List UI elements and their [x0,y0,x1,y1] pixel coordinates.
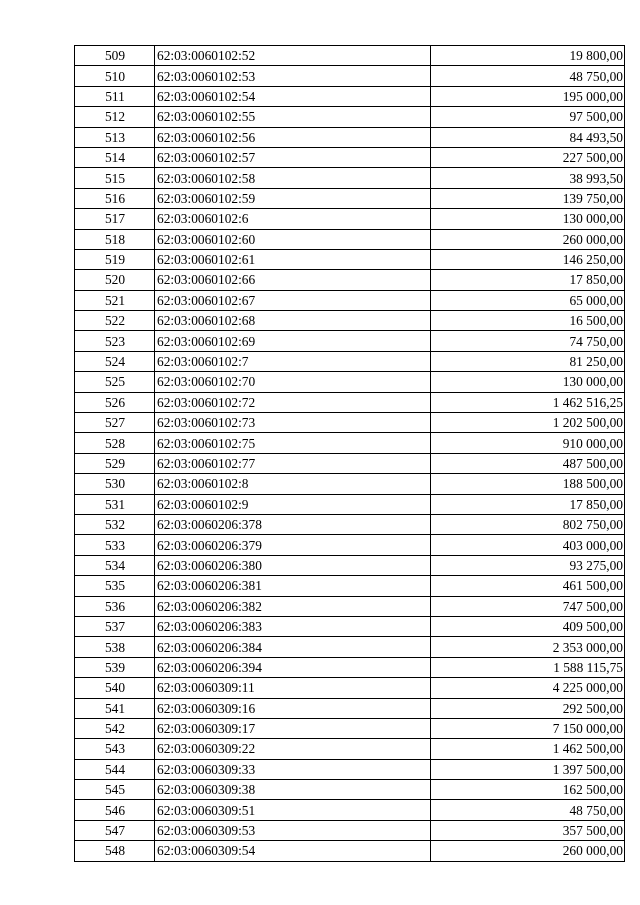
row-number-cell: 533 [75,535,155,555]
cadastral-value-cell: 84 493,50 [431,127,625,147]
table-row [75,780,625,800]
table-row [75,555,625,575]
cadastral-number-cell: 62:03:0060309:17 [155,718,431,738]
cadastral-value-cell: 403 000,00 [431,535,625,555]
table-row [75,698,625,718]
row-number-cell: 518 [75,229,155,249]
cadastral-value-cell: 4 225 000,00 [431,678,625,698]
table-row [75,66,625,86]
cadastral-number-cell: 62:03:0060309:53 [155,820,431,840]
cadastral-value-cell: 260 000,00 [431,229,625,249]
row-number-cell: 528 [75,433,155,453]
row-number-cell: 529 [75,453,155,473]
table-row [75,107,625,127]
cadastral-number-cell: 62:03:0060102:66 [155,270,431,290]
cadastral-number-cell: 62:03:0060102:56 [155,127,431,147]
cadastral-number-cell: 62:03:0060309:54 [155,841,431,861]
cadastral-number-cell: 62:03:0060206:382 [155,596,431,616]
cadastral-value-cell: 17 850,00 [431,270,625,290]
table-row [75,596,625,616]
cadastral-number-cell: 62:03:0060309:16 [155,698,431,718]
row-number-cell: 524 [75,351,155,371]
table-row [75,678,625,698]
table-row [75,209,625,229]
cadastral-value-cell: 747 500,00 [431,596,625,616]
row-number-cell: 544 [75,759,155,779]
row-number-cell: 512 [75,107,155,127]
cadastral-number-cell: 62:03:0060102:73 [155,413,431,433]
cadastral-value-cell: 487 500,00 [431,453,625,473]
row-number-cell: 523 [75,331,155,351]
row-number-cell: 535 [75,576,155,596]
table-row [75,576,625,596]
cadastral-value-cell: 7 150 000,00 [431,718,625,738]
cadastral-number-cell: 62:03:0060102:53 [155,66,431,86]
cadastral-value-cell: 357 500,00 [431,820,625,840]
table-row [75,311,625,331]
table-row [75,616,625,636]
table-row [75,718,625,738]
row-number-cell: 527 [75,413,155,433]
table-row [75,820,625,840]
cadastral-number-cell: 62:03:0060102:60 [155,229,431,249]
cadastral-value-cell: 1 397 500,00 [431,759,625,779]
cadastral-number-cell: 62:03:0060102:7 [155,351,431,371]
row-number-cell: 542 [75,718,155,738]
row-number-cell: 517 [75,209,155,229]
table-row [75,535,625,555]
cadastral-number-cell: 62:03:0060206:384 [155,637,431,657]
table-row [75,249,625,269]
table-row [75,657,625,677]
table-row [75,759,625,779]
cadastral-number-cell: 62:03:0060102:68 [155,311,431,331]
cadastral-number-cell: 62:03:0060102:9 [155,494,431,514]
cadastral-number-cell: 62:03:0060309:38 [155,780,431,800]
cadastral-value-cell: 162 500,00 [431,780,625,800]
cadastral-value-cell: 1 588 115,75 [431,657,625,677]
cadastral-value-cell: 48 750,00 [431,66,625,86]
cadastral-number-cell: 62:03:0060206:379 [155,535,431,555]
cadastral-value-cell: 146 250,00 [431,249,625,269]
cadastral-value-cell: 81 250,00 [431,351,625,371]
table-row [75,433,625,453]
cadastral-value-cell: 195 000,00 [431,86,625,106]
row-number-cell: 536 [75,596,155,616]
cadastral-value-cell: 19 800,00 [431,46,625,66]
row-number-cell: 510 [75,66,155,86]
cadastral-value-cell: 1 462 500,00 [431,739,625,759]
table-row [75,494,625,514]
cadastral-value-cell: 130 000,00 [431,209,625,229]
table-body [75,46,625,862]
table-row [75,168,625,188]
cadastral-value-cell: 188 500,00 [431,474,625,494]
cadastral-number-cell: 62:03:0060102:57 [155,147,431,167]
cadastral-number-cell: 62:03:0060309:51 [155,800,431,820]
row-number-cell: 541 [75,698,155,718]
cadastral-value-cell: 130 000,00 [431,372,625,392]
table-row [75,841,625,861]
row-number-cell: 532 [75,514,155,534]
cadastral-number-cell: 62:03:0060102:54 [155,86,431,106]
row-number-cell: 509 [75,46,155,66]
table-row [75,86,625,106]
cadastral-value-cell: 910 000,00 [431,433,625,453]
cadastral-value-cell: 93 275,00 [431,555,625,575]
cadastral-number-cell: 62:03:0060102:8 [155,474,431,494]
row-number-cell: 525 [75,372,155,392]
cadastral-value-cell: 65 000,00 [431,290,625,310]
row-number-cell: 547 [75,820,155,840]
cadastral-value-cell: 38 993,50 [431,168,625,188]
cadastral-number-cell: 62:03:0060206:383 [155,616,431,636]
row-number-cell: 540 [75,678,155,698]
cadastral-value-table [74,45,625,862]
table-row [75,331,625,351]
cadastral-number-cell: 62:03:0060102:72 [155,392,431,412]
row-number-cell: 531 [75,494,155,514]
table-row [75,453,625,473]
table-row [75,46,625,66]
table-row [75,514,625,534]
row-number-cell: 513 [75,127,155,147]
row-number-cell: 519 [75,249,155,269]
table-row [75,474,625,494]
table-row [75,739,625,759]
cadastral-value-cell: 802 750,00 [431,514,625,534]
cadastral-number-cell: 62:03:0060206:394 [155,657,431,677]
cadastral-number-cell: 62:03:0060206:380 [155,555,431,575]
cadastral-number-cell: 62:03:0060309:22 [155,739,431,759]
row-number-cell: 530 [75,474,155,494]
cadastral-value-cell: 461 500,00 [431,576,625,596]
row-number-cell: 537 [75,616,155,636]
table-row [75,800,625,820]
cadastral-number-cell: 62:03:0060102:69 [155,331,431,351]
cadastral-number-cell: 62:03:0060102:59 [155,188,431,208]
row-number-cell: 543 [75,739,155,759]
cadastral-number-cell: 62:03:0060206:381 [155,576,431,596]
cadastral-value-cell: 2 353 000,00 [431,637,625,657]
row-number-cell: 522 [75,311,155,331]
cadastral-number-cell: 62:03:0060102:55 [155,107,431,127]
table-row [75,147,625,167]
cadastral-number-cell: 62:03:0060102:77 [155,453,431,473]
cadastral-value-cell: 292 500,00 [431,698,625,718]
row-number-cell: 539 [75,657,155,677]
row-number-cell: 546 [75,800,155,820]
row-number-cell: 511 [75,86,155,106]
cadastral-value-cell: 16 500,00 [431,311,625,331]
cadastral-value-cell: 97 500,00 [431,107,625,127]
cadastral-value-cell: 139 750,00 [431,188,625,208]
table-row [75,290,625,310]
cadastral-number-cell: 62:03:0060309:33 [155,759,431,779]
cadastral-number-cell: 62:03:0060102:6 [155,209,431,229]
cadastral-value-cell: 74 750,00 [431,331,625,351]
cadastral-number-cell: 62:03:0060102:61 [155,249,431,269]
row-number-cell: 548 [75,841,155,861]
table-row [75,229,625,249]
cadastral-value-cell: 1 462 516,25 [431,392,625,412]
cadastral-value-cell: 48 750,00 [431,800,625,820]
table-row [75,637,625,657]
table-row [75,413,625,433]
cadastral-value-cell: 227 500,00 [431,147,625,167]
cadastral-value-cell: 260 000,00 [431,841,625,861]
cadastral-value-cell: 1 202 500,00 [431,413,625,433]
cadastral-number-cell: 62:03:0060102:75 [155,433,431,453]
table-row [75,270,625,290]
table-row [75,392,625,412]
cadastral-number-cell: 62:03:0060102:70 [155,372,431,392]
cadastral-value-cell: 409 500,00 [431,616,625,636]
cadastral-number-cell: 62:03:0060102:52 [155,46,431,66]
row-number-cell: 534 [75,555,155,575]
row-number-cell: 521 [75,290,155,310]
table-row [75,372,625,392]
cadastral-number-cell: 62:03:0060206:378 [155,514,431,534]
cadastral-value-cell: 17 850,00 [431,494,625,514]
row-number-cell: 520 [75,270,155,290]
row-number-cell: 526 [75,392,155,412]
row-number-cell: 515 [75,168,155,188]
table-row [75,127,625,147]
table-row [75,188,625,208]
table-row [75,351,625,371]
row-number-cell: 538 [75,637,155,657]
row-number-cell: 545 [75,780,155,800]
row-number-cell: 514 [75,147,155,167]
cadastral-number-cell: 62:03:0060309:11 [155,678,431,698]
row-number-cell: 516 [75,188,155,208]
cadastral-number-cell: 62:03:0060102:67 [155,290,431,310]
cadastral-number-cell: 62:03:0060102:58 [155,168,431,188]
